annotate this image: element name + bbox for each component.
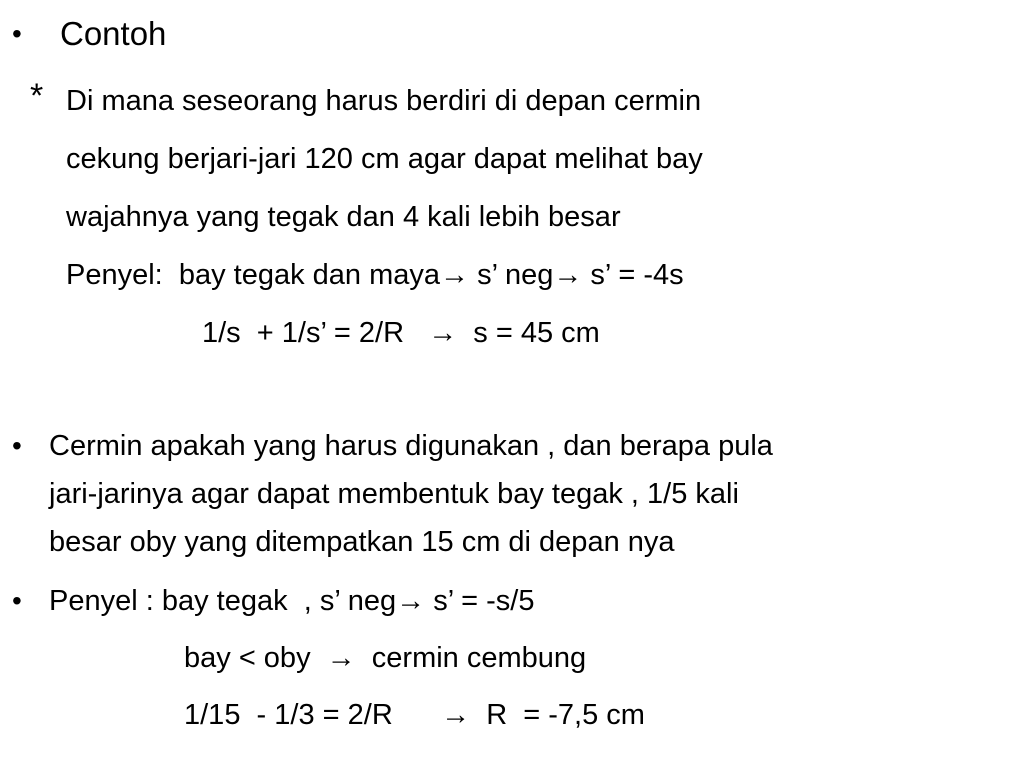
example2-question-line-3: besar oby yang ditempatkan 15 cm di depan nya [49, 526, 675, 558]
bullet-title: • [12, 18, 22, 49]
example1-line-3: wajahnya yang tegak dan 4 kali lebih besar [66, 201, 621, 233]
slide-title: Contoh [60, 15, 167, 52]
bullet-question: • [12, 430, 22, 461]
example2-question-line-2: jari-jarinya agar dapat membentuk bay tegak , 1/5 kali [49, 478, 739, 510]
example1-star: * [30, 77, 44, 115]
example2-solution-line-1: Penyel : bay tegak , s’ neg→ s’ = -s/5 [49, 585, 535, 617]
example1-line-2: cekung berjari-jari 120 cm agar dapat melihat bay [66, 143, 703, 175]
example1-solution-line-2: 1/s + 1/s’ = 2/R → s = 45 cm [202, 317, 600, 349]
example2-solution-line-3: 1/15 - 1/3 = 2/R → R = -7,5 cm [184, 699, 645, 731]
example2-question-line-1: Cermin apakah yang harus digunakan , dan berapa pula [49, 430, 773, 462]
example2-solution-line-2: bay < oby → cermin cembung [184, 642, 587, 674]
example1-line-1: Di mana seseorang harus berdiri di depan cermin [66, 85, 702, 117]
example1-solution-line-1: Penyel: bay tegak dan maya→ s’ neg→ s’ = -4s [66, 259, 684, 291]
bullet-solution: • [12, 585, 22, 616]
